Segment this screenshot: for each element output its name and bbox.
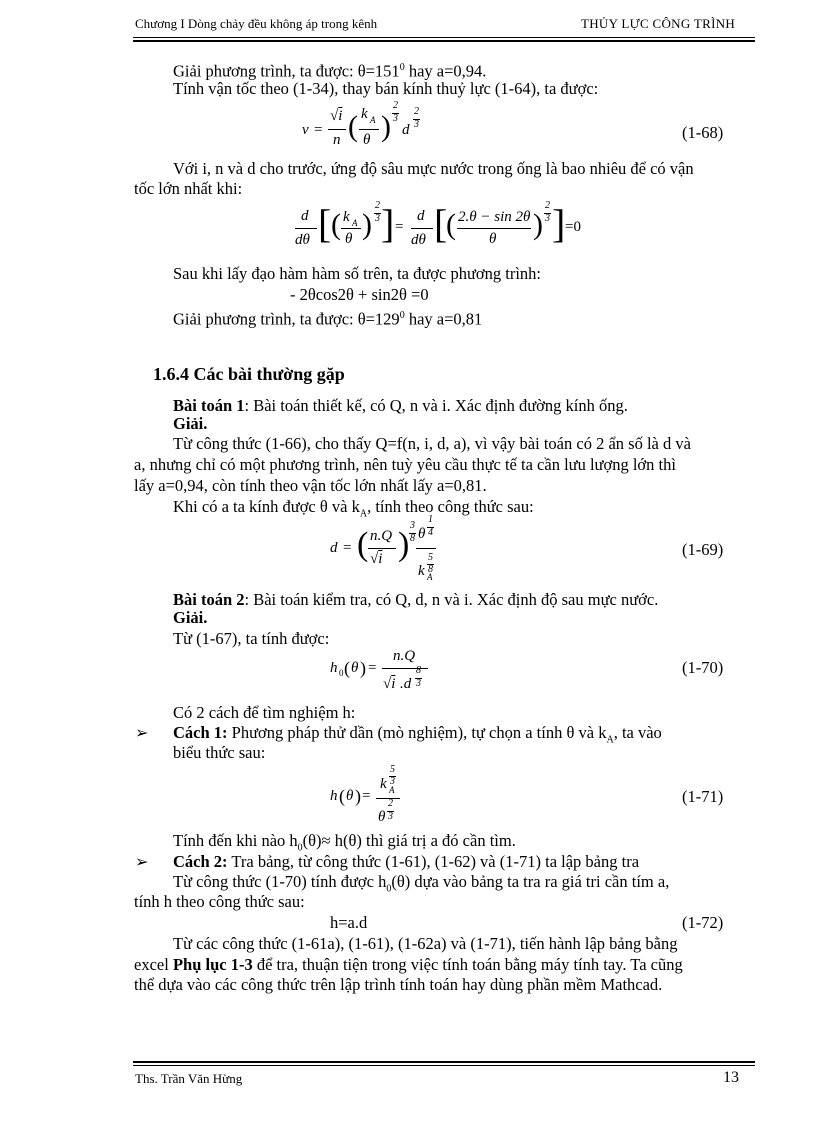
text-line: a, nhưng chỉ có một phương trình, nên tuỳ yêu cầu thực tế ta cần lưu lượng lớn thì [134,455,676,474]
text-line: Giải phương trình, ta được: $\theta=151^0$ hay a=0,94. [173,61,487,81]
text-line: lấy a=0,94, còn tính theo vận tốc lớn nhất lấy a=0,81. [134,476,487,495]
equation-number: (1-72) [682,913,724,932]
text-line: Giải. [173,608,208,627]
header-rule [133,37,755,38]
equation-number: (1-69) [682,540,724,559]
text-line: Giải phương trình, ta được: $\theta=129^0$ hay a=0,81 [173,309,483,329]
text-line: Từ công thức (1-70) tính được $h_0(\theta)$ dựa vào bảng ta tra ra giá tri cần tím a, [173,872,670,895]
equation-1-72: h=a.d [330,913,368,932]
text-line: Cách 2: Tra bảng, từ công thức (1-61), (1-62) và (1-71) ta lập bảng tra [173,852,640,871]
section-heading: 1.6.4 Các bài thường gặp [153,364,345,384]
equation-number: (1-68) [682,123,724,142]
text-line: tính h theo công thức sau: [134,892,305,911]
equation-1-71: h ( θ ) = k A 5 3 θ 2 3 [330,764,410,832]
running-header-chapter: Chương I Dòng chảy đều không áp trong kênh [135,16,378,31]
text-line: Cách 1: Phương pháp thử dần (mò nghiệm), tự chọn a tính θ và $k_A$, ta vào [173,723,662,746]
text-line: excel Phụ lục 1-3 để tra, thuận tiện trong việc tính toán bằng máy tính tay. Ta cũng [134,955,683,974]
equation-1-69: d = ( n.Q √i ) 3 8 θ 1 4 k A 5 8 [330,514,450,586]
equation-number: (1-71) [682,787,724,806]
derivative-equation: d dθ [ ( k A θ ) 2 3 ] = d dθ [ ( 2.θ − sin 2θ θ ) 2 3 ] [295,200,566,248]
text-line: - 2θcos2θ + sin2θ =0 [290,285,429,304]
equation-1-70: h 0 ( θ ) = n.Q √i .d 8 3 [330,648,440,703]
text-line: Có 2 cách để tìm nghiệm h: [173,703,356,722]
text-line: Bài toán 1: Bài toán thiết kế, có Q, n và i. Xác định đường kính ống. [173,396,628,415]
text-line: tốc lớn nhất khi: [134,179,243,198]
text-line: Từ các công thức (1-61a), (1-61), (1-62a) và (1-71), tiến hành lập bảng bằng [173,934,678,953]
running-header-book: THỦY LỰC CÔNG TRÌNH [581,16,736,31]
equation-number: (1-70) [682,658,724,677]
text-line: Khi có a ta kính được θ và $k_A$, tính theo công thức sau: [173,497,534,520]
text-line: Từ (1-67), ta tính được: [173,629,330,648]
bullet-arrow-icon: ➢ [135,854,149,871]
bullet-arrow-icon: ➢ [135,725,149,742]
footer-rule-thick [133,1061,755,1063]
text-line: biểu thức sau: [173,743,266,762]
text-line: Giải. [173,414,208,433]
text-line: Sau khi lấy đạo hàm hàm số trên, ta được phương trình: [173,264,542,283]
text-line: Tính đến khi nào $h_0(\theta)\approx h(\theta)$ thì giá trị a đó cần tìm. [173,831,516,854]
text-line: Tính vận tốc theo (1-34), thay bán kính thuỷ lực (1-64), ta được: [173,79,599,98]
page-number: 13 [723,1069,739,1086]
text-line: thể dựa vào các công thức trên lập trình tính toán hay dùng phần mềm Mathcad. [134,975,663,994]
footer-author: Ths. Trần Văn Hừng [135,1071,243,1086]
header-rule-thick [133,40,755,42]
footer-rule [133,1065,755,1066]
equation-1-68: v = √i n ( k A θ ) 2 3 d 2 3 [302,100,419,148]
text-line: Bài toán 2: Bài toán kiểm tra, có Q, d, n và i. Xác định độ sau mực nước. [173,590,659,609]
text-line: Với i, n và d cho trước, ứng độ sâu mực nước trong ống là bao nhiêu để có vận [173,159,694,178]
text-line: Từ công thức (1-66), cho thấy Q=f(n, i, d, a), vì vậy bài toán có 2 ẩn số là d và [173,434,691,453]
